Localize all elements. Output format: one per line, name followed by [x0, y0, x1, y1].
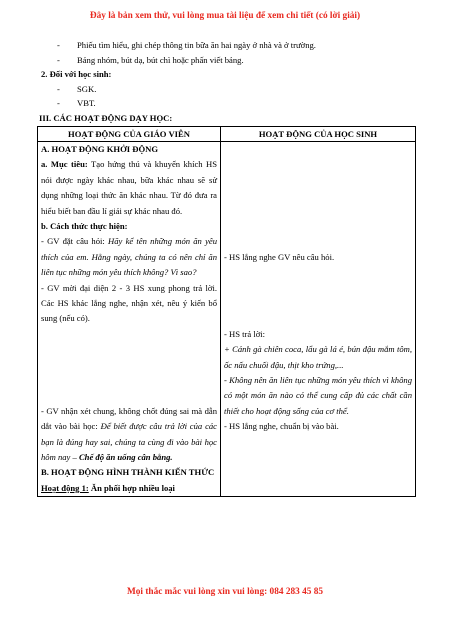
activity-1-label: Hoạt động 1: — [41, 482, 89, 493]
spacer — [41, 373, 217, 388]
student-item — [37, 96, 415, 111]
student-column — [221, 142, 416, 497]
goal-label: a. Mục tiêu: — [41, 159, 88, 170]
question-text: Hãy kể tên những món ăn yêu thích của em. Hằng ngày, chúng ta có nên chỉ ăn liên tục những món yêu thích không? Vì sao? — [41, 236, 218, 278]
dash-bullet: - — [57, 54, 60, 65]
lesson-title: Chế độ ăn uống cân bằng. — [78, 452, 173, 463]
dash-bullet: - — [57, 40, 60, 50]
teacher-column — [38, 142, 221, 497]
spacer — [41, 342, 217, 357]
column-header-teacher: HOẠT ĐỘNG CỦA GIÁO VIÊN — [38, 127, 221, 142]
student-step-3: - HS lắng nghe, chuẩn bị vào bài. — [224, 421, 339, 432]
student-heading: 2. Đối với học sinh: — [41, 69, 112, 79]
document-page — [37, 38, 415, 497]
activity-1-text: Ăn phối hợp nhiều loại — [88, 482, 175, 493]
teacher-step-2: - GV mời đại diện 2 - 3 HS xung phong trả lời. Các HS khác lắng nghe, nhận xét, nêu ý kiến bổ sung (nếu có). — [41, 282, 217, 324]
lead-in-text: Để biết được câu trả lời của các bạn là đúng hay sai, chúng ta cùng đi vào bài học hôm nay – — [41, 421, 217, 463]
footer-notice: Mọi thắc mắc vui lòng xin vui lòng: 084 283 45 85 — [126, 587, 324, 597]
column-header-student: HOẠT ĐỘNG CỦA HỌC SINH — [221, 127, 416, 142]
activity-table — [37, 126, 416, 497]
student-item-text: SGK. — [77, 83, 97, 94]
dash-bullet: - — [57, 83, 60, 94]
student-answer-b: - Không nên ăn liên tục những món yêu thích vì không có một món ăn nào có thể cung cấp đủ các chất cần thiết cho hoạt động sống của cơ thể. — [224, 374, 412, 416]
student-item-text: VBT. — [77, 98, 96, 108]
teacher-step-1 — [41, 234, 217, 280]
teacher-item-text: Phiếu tìm hiểu, ghi chép thông tin bữa ăn hai ngày ở nhà và ở trường. — [77, 40, 316, 50]
spacer — [41, 388, 217, 403]
goal-text: Tạo hứng thú và khuyến khích HS nói được ngày khác nhau, bữa khác nhau sẽ sử dụng những loại thức ăn khác nhau. Từ đó đưa ra hiểu biết ban đầu lí giải sự khác nhau đó. — [41, 159, 218, 216]
spacer — [41, 327, 217, 342]
student-answer-a: + Cánh gà chiên coca, lẩu gà lá é, bún đậu mắm tôm, ốc nấu chuối đậu, thịt kho trứng,... — [224, 344, 412, 370]
method-label: b. Cách thức thực hiện: — [41, 221, 128, 232]
step-text: - GV đặt câu hỏi: — [41, 236, 109, 247]
student-step-2: - HS trả lời: — [224, 328, 266, 339]
teacher-item — [37, 53, 415, 68]
dash-bullet: - — [57, 98, 60, 108]
teacher-step-3 — [41, 404, 217, 466]
teacher-item — [37, 38, 415, 53]
section-a-title: A. HOẠT ĐỘNG KHỞI ĐỘNG — [41, 144, 159, 154]
step-text: - GV nhận xét chung, không chốt đúng sai mà dẫn dắt vào bài học: — [41, 405, 217, 432]
student-step-1: - HS lắng nghe GV nêu câu hỏi. — [224, 251, 335, 262]
header-notice: Đây là bản xem thử, vui lòng mua tài liệu để xem chi tiết (có lời giải) — [89, 11, 361, 21]
student-item — [37, 82, 415, 97]
spacer — [41, 358, 217, 373]
activity-1 — [41, 481, 217, 496]
teacher-item-text: Bảng nhóm, bút dạ, bút chì hoặc phấn viết bảng. — [77, 54, 244, 65]
section-b-title: B. HOẠT ĐỘNG HÌNH THÀNH KIẾN THỨC — [41, 467, 215, 478]
goal-paragraph — [41, 157, 217, 219]
section-heading: III. CÁC HOẠT ĐỘNG DẠY HỌC: — [39, 112, 173, 123]
